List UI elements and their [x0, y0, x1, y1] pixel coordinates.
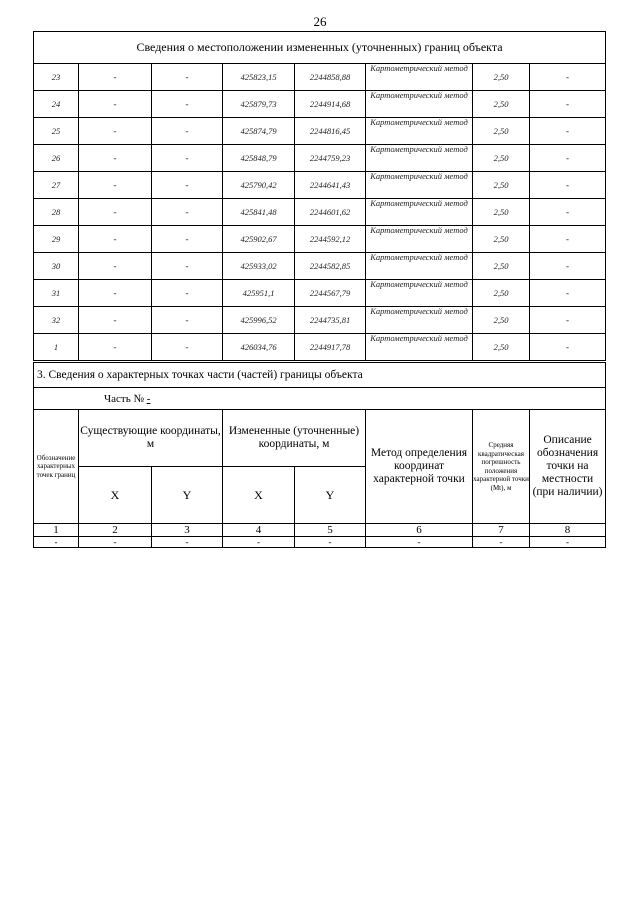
changed-y-cell: 2244816,45 [295, 118, 366, 145]
existing-y-cell: - [152, 307, 223, 334]
section-title: 3. Сведения о характерных точках части (частей) границы объекта [34, 363, 606, 388]
point-number-cell: 31 [34, 280, 79, 307]
point-number-cell: 30 [34, 253, 79, 280]
method-cell: Картометрический метод [366, 307, 473, 334]
changed-y-cell: 2244759,23 [295, 145, 366, 172]
empty-cell: - [223, 537, 295, 548]
existing-x-cell: - [79, 145, 152, 172]
column-number: 7 [473, 524, 530, 537]
header-accuracy: Средняя квадратическая погрешность положения характерной точки (Mt), м [473, 410, 530, 524]
description-cell: - [530, 199, 606, 226]
point-number-cell: 24 [34, 91, 79, 118]
empty-cell: - [79, 537, 152, 548]
existing-x-cell: - [79, 91, 152, 118]
accuracy-cell: 2,50 [473, 334, 530, 361]
header-existing-y: Y [152, 467, 223, 524]
method-cell: Картометрический метод [366, 226, 473, 253]
changed-y-cell: 2244592,12 [295, 226, 366, 253]
existing-x-cell: - [79, 199, 152, 226]
changed-x-cell: 425902,67 [223, 226, 295, 253]
description-cell: - [530, 334, 606, 361]
changed-x-cell: 425996,52 [223, 307, 295, 334]
header-existing-coords: Существующие координаты, м [79, 410, 223, 467]
method-cell: Картометрический метод [366, 253, 473, 280]
point-number-cell: 32 [34, 307, 79, 334]
accuracy-cell: 2,50 [473, 145, 530, 172]
header-existing-x: X [79, 467, 152, 524]
empty-cell: - [152, 537, 223, 548]
description-cell: - [530, 226, 606, 253]
boundary-coordinates-table [33, 31, 606, 361]
method-cell: Картометрический метод [366, 145, 473, 172]
existing-y-cell: - [152, 145, 223, 172]
point-number-cell: 25 [34, 118, 79, 145]
changed-x-cell: 425933,02 [223, 253, 295, 280]
changed-x-cell: 425951,1 [223, 280, 295, 307]
existing-x-cell: - [79, 172, 152, 199]
point-number-cell: 26 [34, 145, 79, 172]
column-number: 8 [530, 524, 606, 537]
changed-y-cell: 2244914,68 [295, 91, 366, 118]
existing-y-cell: - [152, 199, 223, 226]
changed-x-cell: 425790,42 [223, 172, 295, 199]
accuracy-cell: 2,50 [473, 64, 530, 91]
changed-y-cell: 2244601,62 [295, 199, 366, 226]
existing-y-cell: - [152, 253, 223, 280]
existing-x-cell: - [79, 64, 152, 91]
accuracy-cell: 2,50 [473, 226, 530, 253]
table-row [34, 91, 606, 118]
header-changed-x: X [223, 467, 295, 524]
empty-cell: - [530, 537, 606, 548]
existing-y-cell: - [152, 334, 223, 361]
table-row [34, 307, 606, 334]
description-cell: - [530, 145, 606, 172]
point-number-cell: 28 [34, 199, 79, 226]
table-row [34, 118, 606, 145]
column-number: 6 [366, 524, 473, 537]
empty-cell: - [34, 537, 79, 548]
table-row [34, 172, 606, 199]
accuracy-cell: 2,50 [473, 172, 530, 199]
accuracy-cell: 2,50 [473, 280, 530, 307]
empty-cell: - [366, 537, 473, 548]
accuracy-cell: 2,50 [473, 118, 530, 145]
changed-y-cell: 2244735,81 [295, 307, 366, 334]
header-point-designation: Обозначение характерных точек границ [34, 410, 79, 524]
accuracy-cell: 2,50 [473, 199, 530, 226]
page-number: 26 [313, 14, 327, 29]
column-number: 5 [295, 524, 366, 537]
changed-y-cell: 2244641,43 [295, 172, 366, 199]
existing-y-cell: - [152, 64, 223, 91]
column-number: 2 [79, 524, 152, 537]
table-row [34, 199, 606, 226]
changed-x-cell: 426034,76 [223, 334, 295, 361]
changed-x-cell: 425879,73 [223, 91, 295, 118]
part-label: Часть № [104, 392, 144, 405]
header-changed-y: Y [295, 467, 366, 524]
table-row [34, 280, 606, 307]
boundary-table-caption: Сведения о местоположении измененных (уточненных) границ объекта [34, 32, 606, 64]
accuracy-cell: 2,50 [473, 253, 530, 280]
existing-y-cell: - [152, 280, 223, 307]
existing-x-cell: - [79, 226, 152, 253]
method-cell: Картометрический метод [366, 199, 473, 226]
changed-y-cell: 2244858,88 [295, 64, 366, 91]
point-number-cell: 27 [34, 172, 79, 199]
point-number-cell: 1 [34, 334, 79, 361]
description-cell: - [530, 172, 606, 199]
empty-cell: - [295, 537, 366, 548]
description-cell: - [530, 307, 606, 334]
table-row [34, 334, 606, 361]
part-number-row [34, 388, 606, 410]
method-cell: Картометрический метод [366, 280, 473, 307]
part-points-table [33, 362, 606, 548]
column-number-row [34, 524, 606, 537]
column-number: 3 [152, 524, 223, 537]
changed-x-cell: 425841,48 [223, 199, 295, 226]
empty-cell: - [473, 537, 530, 548]
existing-y-cell: - [152, 172, 223, 199]
changed-y-cell: 2244582,85 [295, 253, 366, 280]
existing-x-cell: - [79, 118, 152, 145]
existing-x-cell: - [79, 307, 152, 334]
existing-x-cell: - [79, 334, 152, 361]
method-cell: Картометрический метод [366, 91, 473, 118]
part-value: - [146, 392, 151, 405]
table-row [34, 226, 606, 253]
table-row [34, 64, 606, 91]
table-row [34, 145, 606, 172]
header-description: Описание обозначения точки на местности (при наличии) [530, 410, 606, 524]
existing-x-cell: - [79, 280, 152, 307]
description-cell: - [530, 253, 606, 280]
existing-x-cell: - [79, 253, 152, 280]
accuracy-cell: 2,50 [473, 307, 530, 334]
method-cell: Картометрический метод [366, 64, 473, 91]
accuracy-cell: 2,50 [473, 91, 530, 118]
changed-x-cell: 425848,79 [223, 145, 295, 172]
changed-x-cell: 425823,15 [223, 64, 295, 91]
column-number: 1 [34, 524, 79, 537]
column-number: 4 [223, 524, 295, 537]
table-row [34, 253, 606, 280]
existing-y-cell: - [152, 91, 223, 118]
description-cell: - [530, 280, 606, 307]
point-number-cell: 29 [34, 226, 79, 253]
method-cell: Картометрический метод [366, 118, 473, 145]
changed-x-cell: 425874,79 [223, 118, 295, 145]
description-cell: - [530, 118, 606, 145]
header-changed-coords: Измененные (уточненные) координаты, м [223, 410, 366, 467]
empty-data-row [34, 537, 606, 548]
description-cell: - [530, 64, 606, 91]
point-number-cell: 23 [34, 64, 79, 91]
existing-y-cell: - [152, 226, 223, 253]
header-method: Метод определения координат характерной точки [366, 410, 473, 524]
description-cell: - [530, 91, 606, 118]
existing-y-cell: - [152, 118, 223, 145]
method-cell: Картометрический метод [366, 334, 473, 361]
changed-y-cell: 2244567,79 [295, 280, 366, 307]
changed-y-cell: 2244917,78 [295, 334, 366, 361]
method-cell: Картометрический метод [366, 172, 473, 199]
